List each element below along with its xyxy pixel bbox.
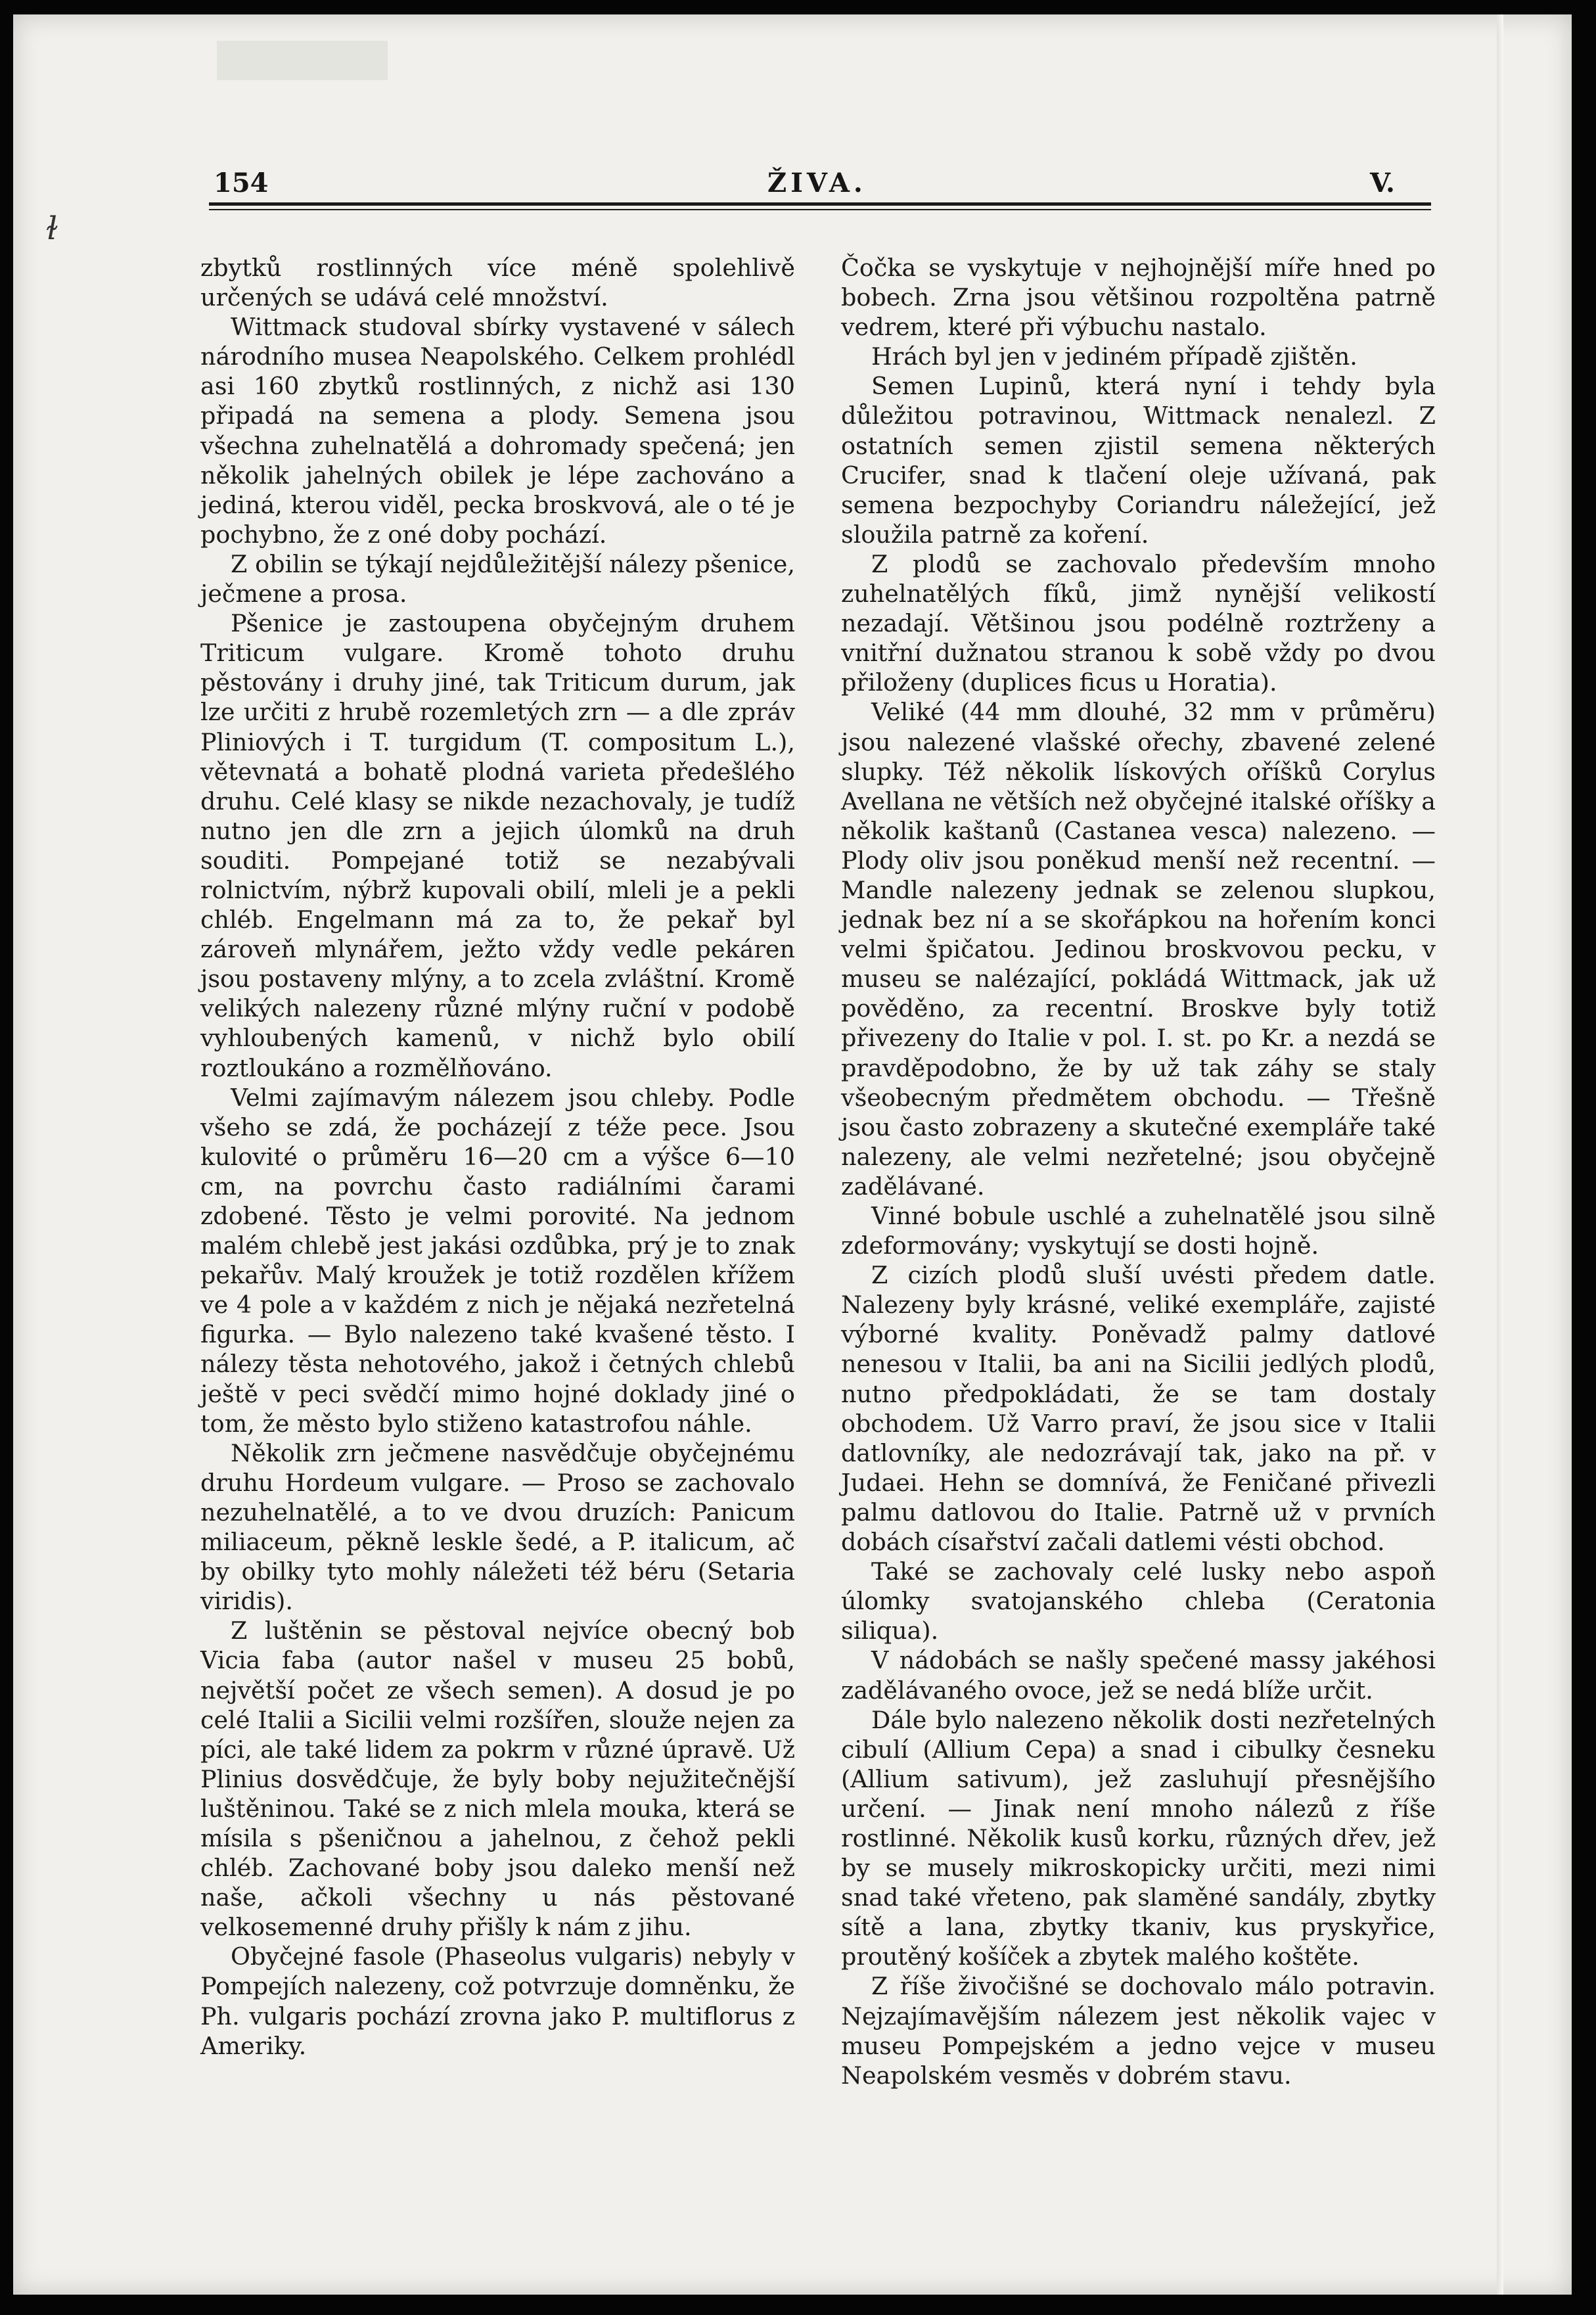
page-number: 154 — [214, 168, 269, 198]
volume-number: V. — [1370, 168, 1395, 198]
paragraph: Z luštěnin se pěstoval nejvíce obecný bob Vicia faba (autor našel v museu 25 bobů, největší počet ze všech semen). A dosud je po celé Italii a Sicilii velmi rozšířen, slouže nejen za píci, ale také lidem za pokrm v různé úpravě. Už Plinius dosvědčuje, že byly boby nejužitečnější luštěninou. Také se z nich mlela mouka, která se mísila s pšeničnou a jahelnou, z čehož pekli chléb. Zachované boby jsou daleko menší než naše, ačkoli všechny u nás pěstované velkosemenné druhy přišly k nám z jihu. — [200, 1616, 795, 1942]
header-rule-thin — [209, 209, 1431, 210]
header-rule — [209, 202, 1431, 206]
page-smudge — [217, 41, 388, 80]
paragraph: Pšenice je zastoupena obyčejným druhem Triticum vulgare. Kromě tohoto druhu pěstovány i druhy jiné, tak Triticum durum, jak lze určiti z hrubě rozemletých zrn — a dle zpráv Pliniových i T. turgidum (T. compositum L.), větevnatá a bohatě plodná varieta předešlého druhu. Celé klasy se nikde nezachovaly, je tudíž nutno jen dle zrn a jejich úlomků na druh souditi. Pompejané totiž se nezabývali rolnictvím, nýbrž kupovali obilí, mleli je a pekli chléb. Engelmann má za to, že pekař byl zároveň mlynářem, ježto vždy vedle pekáren jsou postaveny mlýny, a to zcela zvláštní. Kromě velikých nalezeny různé mlýny ruční v podobě vyhloubených kamenů, v nichž bylo obilí roztloukáno a rozmělňováno. — [200, 609, 795, 1082]
right-column — [841, 253, 1436, 2090]
paragraph: V nádobách se našly spečené massy jakéhosi zadělávaného ovoce, jež se nedá blíže určit. — [841, 1646, 1436, 1705]
paragraph: Také se zachovaly celé lusky nebo aspoň úlomky svatojanského chleba (Ceratonia siliqua). — [841, 1557, 1436, 1645]
journal-title: ŽIVA. — [767, 168, 867, 198]
paragraph: Z cizích plodů sluší uvésti předem datle. Nalezeny byly krásné, veliké exempláře, zajisté výborné kvality. Poněvadž palmy datlové nenesou v Italii, ba ani na Sicilii jedlých plodů, nutno předpokládati, že se tam dostaly obchodem. Už Varro praví, že jsou sice v Italii datlovníky, ale nedozrávají tak, jako na př. v Judaei. Hehn se domnívá, že Feničané přivezli palmu datlovou do Italie. Patrně už v prvních dobách císařství začali datlemi vésti obchod. — [841, 1261, 1436, 1557]
margin-mark: ɫ — [46, 210, 58, 247]
paragraph: Semen Lupinů, která nyní i tehdy byla důležitou potravinou, Wittmack nenalezl. Z ostatních semen zjistil semena některých Crucifer, snad k tlačení oleje užívaná, pak semena bezpochyby Coriandru náležející, jež sloužila patrně za koření. — [841, 372, 1436, 549]
paragraph: Velmi zajímavým nálezem jsou chleby. Podle všeho se zdá, že pocházejí z téže pece. Jsou kulovité o průměru 16—20 cm a výšce 6—10 cm, na povrchu často radiálními čarami zdobené. Těsto je velmi porovité. Na jednom malém chlebě jest jakási ozdůbka, prý je to znak pekařův. Malý kroužek je totiž rozdělen křížem ve 4 pole a v každém z nich je nějaká nezřetelná figurka. — Bylo nalezeno také kvašené těsto. I nálezy těsta nehotového, jakož i četných chlebů ještě v peci svědčí mimo hojné doklady jiné o tom, že město bylo stiženo katastrofou náhle. — [200, 1083, 795, 1438]
paragraph: Čočka se vyskytuje v nejhojnější míře hned po bobech. Zrna jsou většinou rozpoltěna patrně vedrem, které při výbuchu nastalo. — [841, 254, 1436, 342]
paragraph: zbytků rostlinných více méně spolehlivě určených se udává celé množství. — [200, 254, 795, 312]
paragraph: Několik zrn ječmene nasvědčuje obyčejnému druhu Hordeum vulgare. — Proso se zachovalo nezuhelnatělé, a to ve dvou druzích: Panicum miliaceum, pěkně leskle šedé, a P. italicum, ač by obilky tyto mohly náležeti též béru (Setaria viridis). — [200, 1438, 795, 1616]
paragraph: Vinné bobule uschlé a zuhelnatělé jsou silně zdeformovány; vyskytují se dosti hojně. — [841, 1202, 1436, 1260]
paragraph: Hrách byl jen v jediném případě zjištěn. — [871, 342, 1357, 371]
paragraph: Obyčejné fasole (Phaseolus vulgaris) nebyly v Pompejích nalezeny, což potvrzuje domněnku, že Ph. vulgaris pochází zrovna jako P. multiflorus z Ameriky. — [200, 1942, 795, 2060]
running-header — [0, 168, 1596, 207]
paragraph: Z říše živočišné se dochovalo málo potravin. Nejzajímavějším nálezem jest několik vajec v museu Pompejském a jedno vejce v museu Neapolském vesměs v dobrém stavu. — [841, 1972, 1436, 2090]
paragraph: Veliké (44 mm dlouhé, 32 mm v průměru) jsou nalezené vlašské ořechy, zbavené zelené slupky. Též několik lískových oříšků Corylus Avellana ne větších než obyčejné italské oříšky a několik kaštanů (Castanea vesca) nalezeno. — Plody oliv jsou poněkud menší než recentní. — Mandle nalezeny jednak se zelenou slupkou, jednak bez ní a se skořápkou na hořením konci velmi špičatou. Jedinou broskvovou pecku, v museu se nalézající, pokládá Wittmack, jak už pověděno, za recentní. Broskve byly totiž přivezeny do Italie v pol. I. st. po Kr. a nezdá se pravděpodobno, že by už tak záhy se staly všeobecným předmětem obchodu. — Třešně jsou často zobrazeny a skutečné exempláře také nalezeny, ale velmi nezřetelné; jsou obyčejně zadělávané. — [841, 698, 1436, 1201]
paragraph: Z plodů se zachovalo především mnoho zuhelnatělých fíků, jimž nynější velikostí nezadají. Většinou jsou podélně roztrženy a vnitřní dužnatou stranou k sobě vždy po dvou přiloženy (duplices ficus u Horatia). — [841, 549, 1436, 697]
paragraph: Z obilin se týkají nejdůležitější nálezy pšenice, ječmene a prosa. — [200, 549, 795, 608]
left-column — [200, 253, 795, 2061]
page-edge — [1497, 14, 1503, 2295]
paragraph: Dále bylo nalezeno několik dosti nezřetelných cibulí (Allium Cepa) a snad i cibulky česneku (Allium sativum), jež zasluhují přesnějšího určení. — Jinak není mnoho nálezů z říše rostlinné. Několik kusů korku, různých dřev, jež by se musely mikroskopicky určiti, mezi nimi snad také vřeteno, pak slaměné sandály, zbytky sítě a lana, zbytky tkaniv, kus pryskyřice, proutěný košíček a zbytek malého koštěte. — [841, 1705, 1436, 1971]
paragraph: Wittmack studoval sbírky vystavené v sálech národního musea Neapolského. Celkem prohlédl asi 160 zbytků rostlinných, z nichž asi 130 připadá na semena a plody. Semena jsou všechna zuhelnatělá a dohromady spečená; jen několik jahelných obilek je lépe zachováno a jediná, kterou viděl, pecka broskvová, ale o té je pochybno, že z oné doby pochází. — [200, 313, 795, 549]
